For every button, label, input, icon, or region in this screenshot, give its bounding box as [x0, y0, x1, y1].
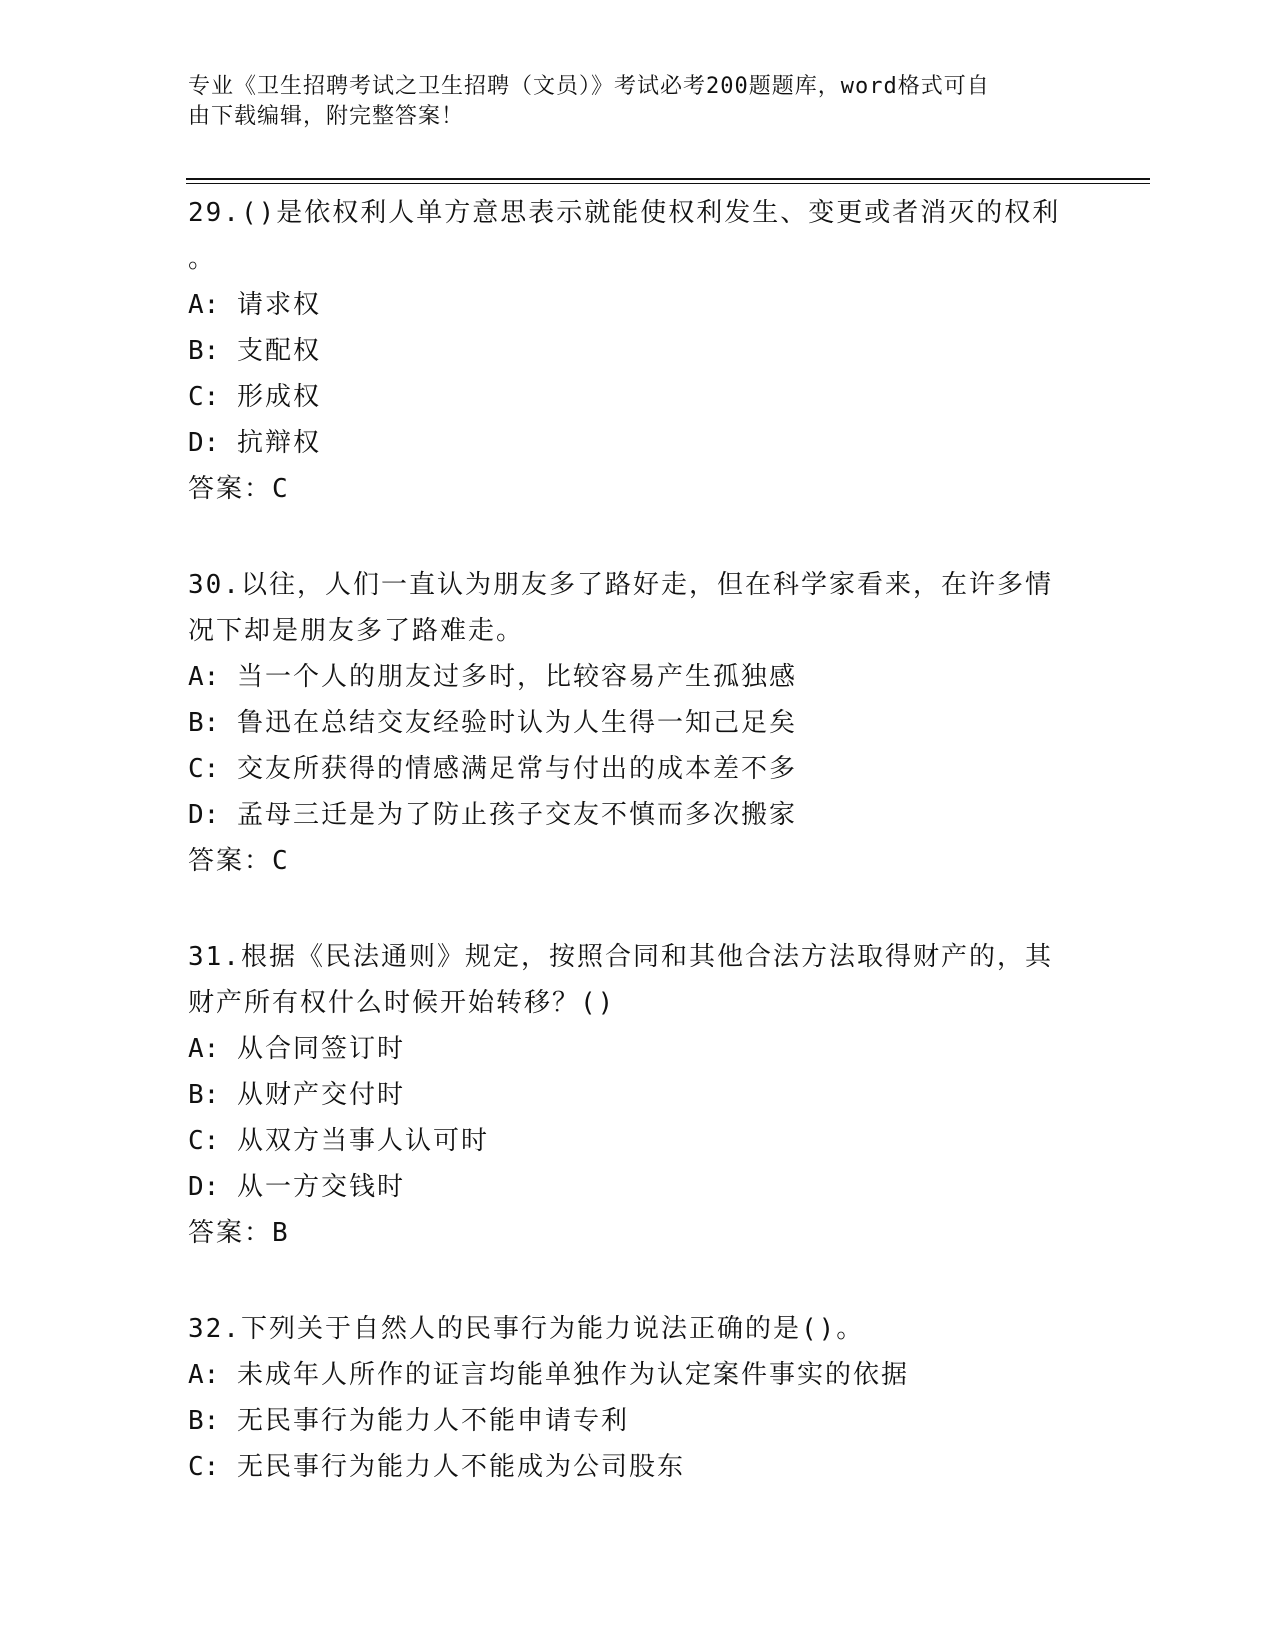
question-stem-continued: 况下却是朋友多了路难走。 — [188, 616, 525, 646]
question-stem: 31.根据《民法通则》规定，按照合同和其他合法方法取得财产的，其 — [188, 942, 1053, 972]
option-d — [188, 1164, 1088, 1210]
option-text: 形成权 — [236, 382, 321, 412]
option-d — [188, 420, 1088, 466]
option-letter: C: — [188, 1126, 220, 1156]
option-text: 孟母三迁是为了防止孩子交友不慎而多次搬家 — [236, 800, 797, 830]
option-text: 无民事行为能力人不能成为公司股东 — [236, 1452, 685, 1482]
document-header — [188, 72, 1088, 132]
question-stem-continued: 财产所有权什么时候开始转移？() — [188, 988, 616, 1018]
option-text: 交友所获得的情感满足常与付出的成本差不多 — [236, 754, 797, 784]
option-a — [188, 282, 1088, 328]
option-b — [188, 1072, 1088, 1118]
option-text: 抗辩权 — [236, 428, 321, 458]
option-b — [188, 1398, 1088, 1444]
option-text: 从一方交钱时 — [236, 1172, 405, 1202]
question-stem: 30.以往，人们一直认为朋友多了路好走，但在科学家看来，在许多情 — [188, 570, 1053, 600]
option-letter: D: — [188, 800, 220, 830]
question-stem-continued: 。 — [188, 244, 217, 274]
option-text: 从双方当事人认可时 — [236, 1126, 489, 1156]
option-letter: B: — [188, 1080, 220, 1110]
question-item — [188, 562, 1088, 884]
option-letter: D: — [188, 1172, 220, 1202]
option-c — [188, 374, 1088, 420]
header-rule-thick — [186, 178, 1150, 180]
question-stem: 29.()是依权利人单方意思表示就能使权利发生、变更或者消灭的权利 — [188, 198, 1061, 228]
option-c — [188, 746, 1088, 792]
option-b — [188, 328, 1088, 374]
question-stem: 32.下列关于自然人的民事行为能力说法正确的是()。 — [188, 1314, 865, 1344]
header-line-1: 专业《卫生招聘考试之卫生招聘（文员）》考试必考200题题库，word格式可自 — [188, 74, 990, 99]
option-b — [188, 700, 1088, 746]
option-letter: B: — [188, 336, 220, 366]
option-text: 从财产交付时 — [236, 1080, 405, 1110]
answer-line: 答案：C — [188, 846, 290, 876]
option-letter: C: — [188, 754, 220, 784]
question-list — [188, 190, 1088, 1540]
option-text: 从合同签订时 — [236, 1034, 405, 1064]
option-text: 鲁迅在总结交友经验时认为人生得一知己足矣 — [236, 708, 797, 738]
option-text: 当一个人的朋友过多时，比较容易产生孤独感 — [236, 662, 797, 692]
option-c — [188, 1118, 1088, 1164]
option-letter: A: — [188, 290, 220, 320]
header-rule-thin — [186, 183, 1150, 184]
option-letter: B: — [188, 708, 220, 738]
question-item — [188, 1306, 1088, 1490]
option-a — [188, 654, 1088, 700]
option-d — [188, 792, 1088, 838]
option-letter: A: — [188, 662, 220, 692]
option-text: 请求权 — [236, 290, 321, 320]
option-c — [188, 1444, 1088, 1490]
answer-line: 答案：C — [188, 474, 290, 504]
option-a — [188, 1352, 1088, 1398]
option-text: 无民事行为能力人不能申请专利 — [236, 1406, 629, 1436]
option-text: 支配权 — [236, 336, 321, 366]
option-letter: B: — [188, 1406, 220, 1436]
option-letter: C: — [188, 1452, 220, 1482]
question-item — [188, 934, 1088, 1256]
header-line-2: 由下载编辑，附完整答案！ — [188, 104, 465, 129]
option-letter: D: — [188, 428, 220, 458]
question-item — [188, 190, 1088, 512]
answer-line: 答案：B — [188, 1218, 290, 1248]
option-a — [188, 1026, 1088, 1072]
option-letter: A: — [188, 1360, 220, 1390]
option-text: 未成年人所作的证言均能单独作为认定案件事实的依据 — [236, 1360, 909, 1390]
option-letter: A: — [188, 1034, 220, 1064]
option-letter: C: — [188, 382, 220, 412]
